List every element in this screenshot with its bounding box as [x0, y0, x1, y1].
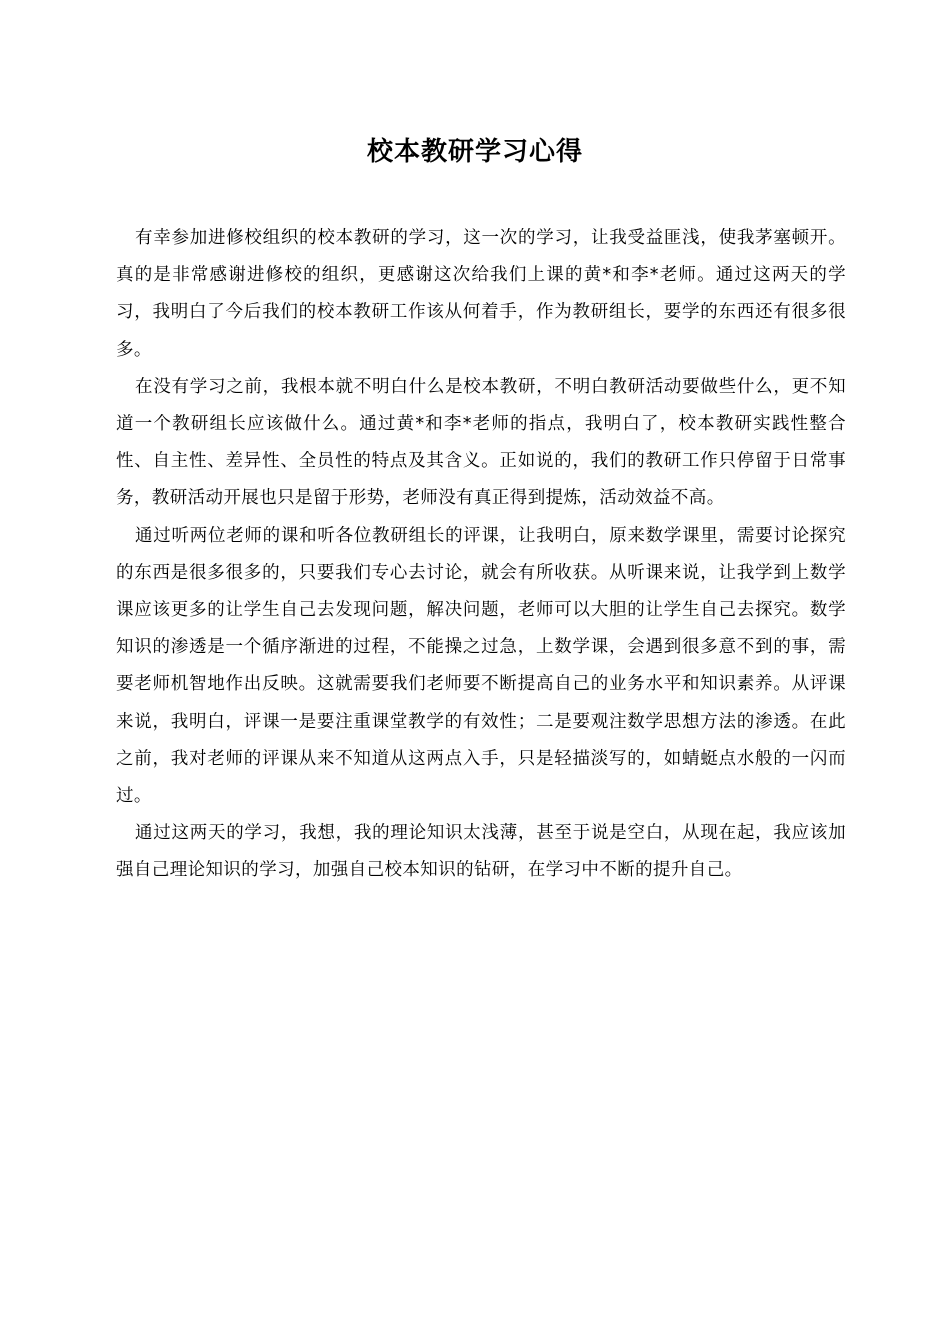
- paragraph-2: 在没有学习之前，我根本就不明白什么是校本教研，不明白教研活动要做些什么，更不知道一个教研组长应该做什么。通过黄*和李*老师的指点，我明白了，校本教研实践性整合性、自主性、差异性、全员性的特点及其含义。正如说的，我们的教研工作只停留于日常事务，教研活动开展也只是留于形势，老师没有真正得到提炼，活动效益不高。: [116, 376, 846, 509]
- paragraph-4: 通过这两天的学习，我想，我的理论知识太浅薄，甚至于说是空白，从现在起，我应该加强自己理论知识的学习，加强自己校本知识的钻研，在学习中不断的提升自己。: [116, 823, 846, 881]
- paragraph-3: 通过听两位老师的课和听各位教研组长的评课，让我明白，原来数学课里，需要讨论探究的东西是很多很多的，只要我们专心去讨论，就会有所收获。从听课来说，让我学到上数学课应该更多的让学生自己去发现问题，解决问题，老师可以大胆的让学生自己去探究。数学知识的渗透是一个循序渐进的过程，不能操之过急，上数学课，会遇到很多意不到的事，需要老师机智地作出反映。这就需要我们老师要不断提高自己的业务水平和知识素养。从评课来说，我明白，评课一是要注重课堂教学的有效性；二是要观注数学思想方法的渗透。在此之前，我对老师的评课从来不知道从这两点入手，只是轻描淡写的，如蜻蜓点水般的一闪而过。: [116, 525, 846, 807]
- document-title: 校本教研学习心得: [366, 137, 583, 167]
- paragraph-1: 有幸参加进修校组织的校本教研的学习，这一次的学习，让我受益匪浅，使我茅塞顿开。真的是非常感谢进修校的组织，更感谢这次给我们上课的黄*和李*老师。通过这两天的学习，我明白了今后我们的校本教研工作该从何着手，作为教研组长，要学的东西还有很多很多。: [116, 228, 846, 360]
- document-body: [116, 220, 846, 890]
